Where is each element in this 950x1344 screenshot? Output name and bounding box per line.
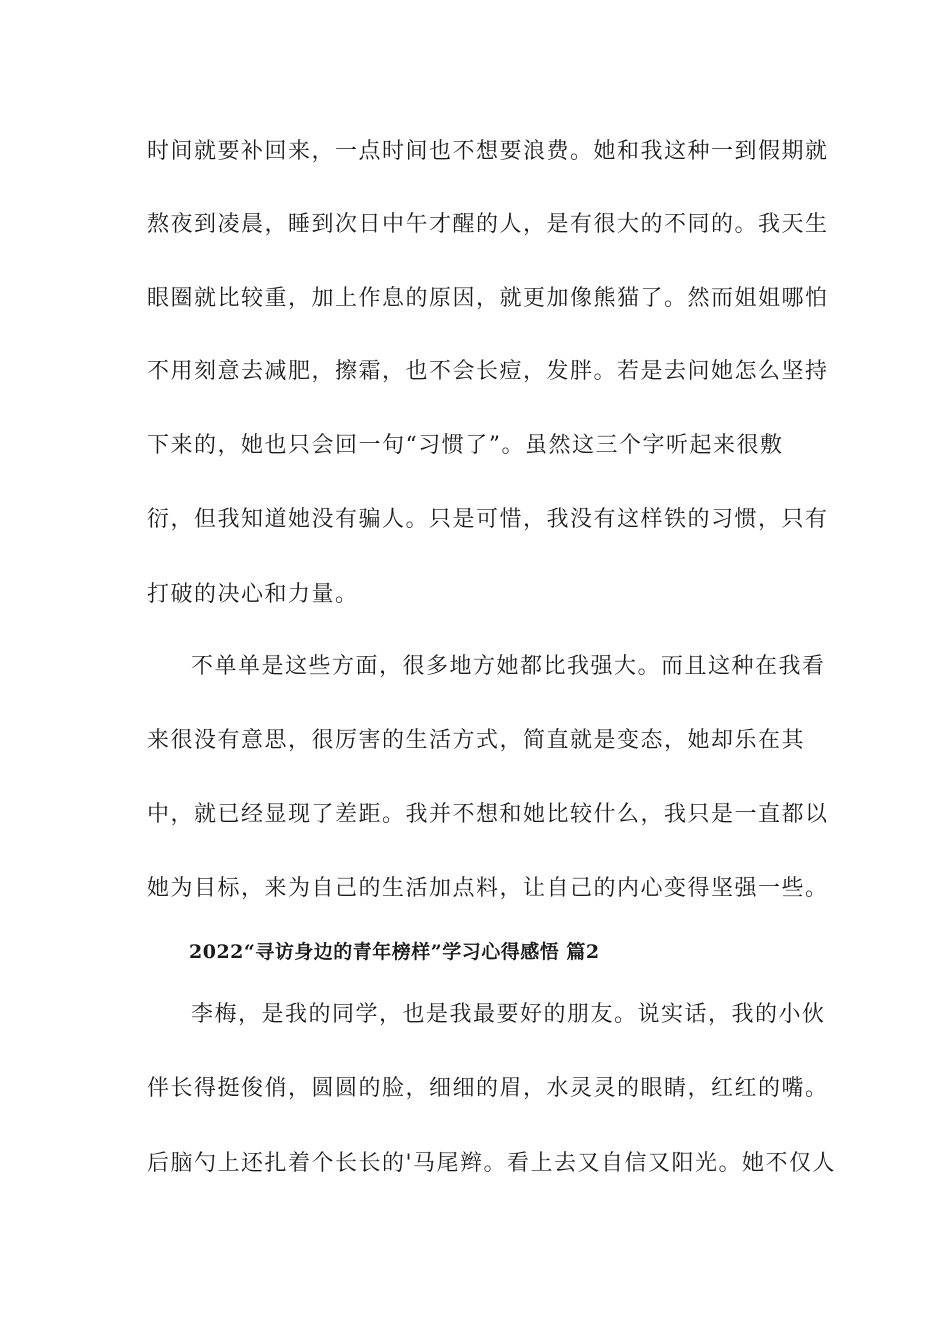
text-line: 下来的，她也只会回一句“习惯了”。虽然这三个字听起来很敷 — [147, 433, 784, 458]
text-line: 后脑勺上还扎着个长长的'马尾辫。看上去又自信又阳光。她不仅人 — [147, 1151, 837, 1176]
text-line: 不单单是这些方面，很多地方她都比我强大。而且这种在我看 — [191, 654, 826, 679]
text-line: 眼圈就比较重，加上作息的原因，就更加像熊猫了。然而姐姐哪怕 — [147, 286, 829, 311]
text-line: 李梅，是我的同学，也是我最要好的朋友。说实话，我的小伙 — [191, 1002, 826, 1027]
text-line: 熬夜到凌晨，睡到次日中午才醒的人，是有很大的不同的。我天生 — [147, 212, 829, 237]
section-heading: 2022“寻访身边的青年榜样”学习心得感悟 篇2 — [189, 941, 600, 963]
text-line: 打破的决心和力量。 — [147, 582, 359, 607]
text-line: 中，就已经显现了差距。我并不想和她比较什么，我只是一直都以 — [147, 802, 829, 827]
text-line: 衍，但我知道她没有骗人。只是可惜，我没有这样铁的习惯，只有 — [147, 507, 829, 532]
text-line: 伴长得挺俊俏，圆圆的脸，细细的眉，水灵灵的眼睛，红红的嘴。 — [147, 1076, 829, 1101]
text-line: 时间就要补回来，一点时间也不想要浪费。她和我这种一到假期就 — [147, 139, 829, 164]
text-line: 来很没有意思，很厉害的生活方式，简直就是变态，她却乐在其 — [147, 728, 806, 753]
text-line: 她为目标，来为自己的生活加点料，让自己的内心变得坚强一些。 — [147, 876, 829, 901]
text-line: 不用刻意去减肥，擦霜，也不会长痘，发胖。若是去问她怎么坚持 — [147, 359, 829, 384]
